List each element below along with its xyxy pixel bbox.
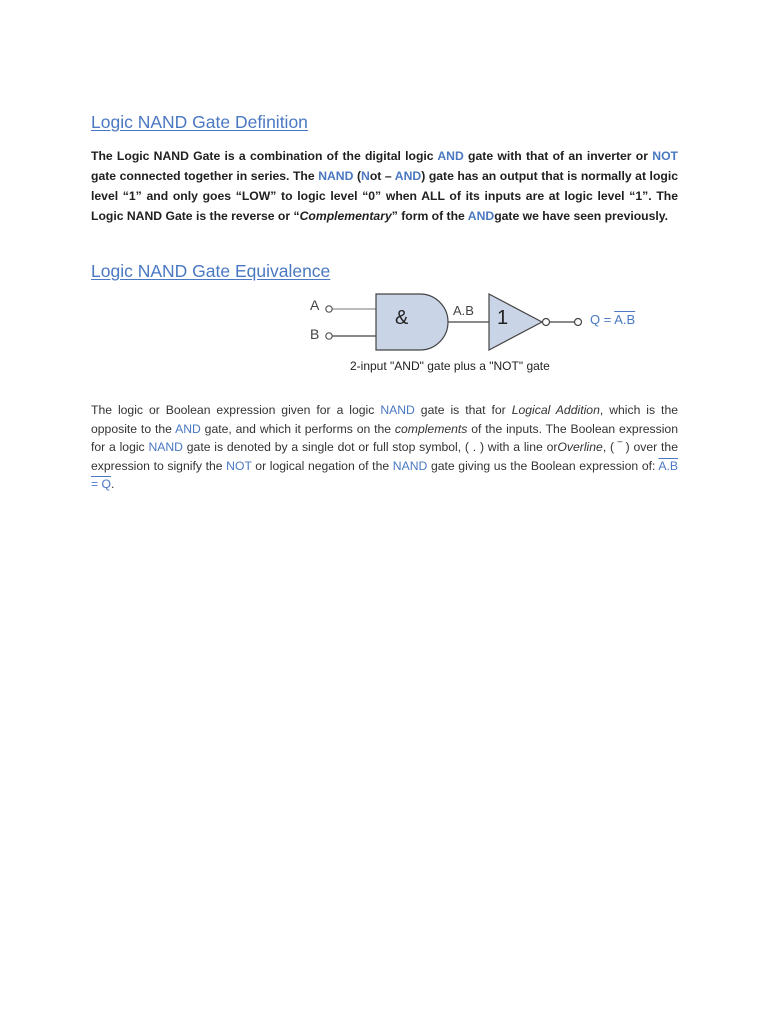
text: ot –: [369, 169, 395, 183]
text: gate, and which it performs on the: [200, 421, 395, 436]
nand-equivalence-diagram: [308, 289, 648, 381]
emphasis-complements: complements: [394, 421, 468, 436]
emphasis-overline: Overline: [557, 440, 603, 454]
text: gate with that of an inverter or: [463, 149, 653, 163]
section-heading-equivalence: Logic NAND Gate Equivalence: [91, 261, 331, 281]
text: , which is the opposite to the: [91, 403, 678, 436]
text: ) gate has an output that is normally at logic level “1” and only goes “LOW” to logic level “0” when ALL of its inputs are at logic level “1”. The Logic NAND Gate is the reverse or “: [91, 169, 678, 223]
text: gate giving us the Boolean expression of:: [427, 458, 659, 473]
output-expression: A.B: [614, 312, 636, 327]
text: .: [110, 477, 115, 491]
intermediate-signal-label: A.B: [453, 303, 474, 318]
text: of the inputs. The Boolean expression for a logic: [91, 421, 678, 454]
keyword-and: AND: [394, 169, 422, 183]
diagram-caption: 2-input "AND" gate plus a "NOT" gate: [350, 359, 550, 373]
input-b-label: B: [310, 326, 320, 342]
text: The Logic NAND Gate is a combination of the digital logic: [91, 149, 438, 163]
and-gate-shape: [376, 294, 448, 350]
emphasis-logical-addition: Logical Addition: [511, 403, 600, 417]
keyword-not: NOT: [226, 458, 252, 473]
keyword-not: NOT: [652, 149, 678, 163]
input-b-terminal: [326, 333, 332, 339]
output-prefix: Q =: [590, 312, 615, 327]
text: , ( ‾ ) over the expression to signify the: [91, 440, 678, 473]
text: gate is that for: [414, 403, 512, 417]
output-terminal: [575, 319, 582, 326]
text: or logical negation of the: [251, 458, 393, 473]
section-heading-definition: Logic NAND Gate Definition: [91, 112, 308, 132]
text: gate connected together in series. The: [91, 169, 319, 183]
text: The logic or Boolean expression given for a logic: [91, 403, 381, 417]
equivalence-paragraph: [91, 401, 678, 494]
keyword-nand: NAND: [148, 440, 183, 454]
text: gate is denoted by a single dot or full stop symbol, ( . ) with a line or: [182, 440, 558, 454]
text: gate we have seen previously.: [494, 209, 669, 223]
inversion-bubble: [543, 319, 550, 326]
keyword-nand: NAND: [380, 403, 415, 417]
keyword-and: AND: [437, 149, 464, 163]
input-a-terminal: [326, 306, 332, 312]
definition-paragraph: [91, 146, 678, 226]
keyword-and: AND: [467, 209, 495, 223]
keyword-nand: NAND: [392, 458, 428, 473]
output-label: [590, 312, 635, 327]
emphasis-complementary: Complementary: [299, 209, 392, 223]
keyword-nand: NAND: [318, 169, 354, 183]
input-a-label: A: [310, 297, 320, 313]
boolean-expression: A.B = Q: [91, 458, 678, 491]
text: ” form of the: [391, 209, 468, 223]
keyword-n: N: [361, 169, 370, 183]
not-gate-symbol: 1: [497, 307, 509, 329]
and-gate-symbol: &: [395, 307, 409, 329]
text: (: [353, 169, 362, 183]
keyword-and: AND: [175, 421, 201, 436]
